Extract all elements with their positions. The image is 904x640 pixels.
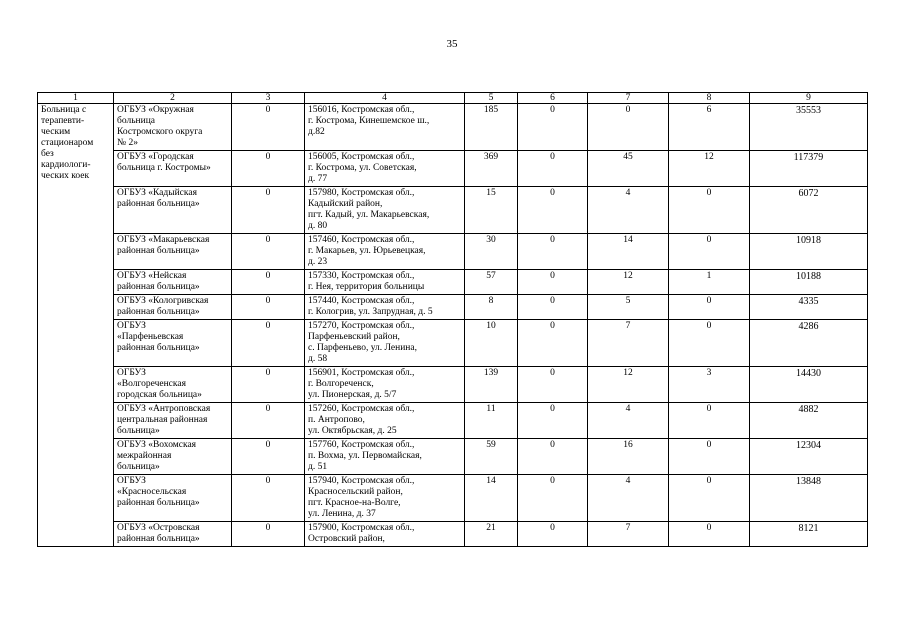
col7-value-cell: 5	[588, 295, 669, 320]
cell-line: г. Кострома, Кинешемское ш.,	[308, 116, 430, 126]
col7-value-cell: 7	[588, 522, 669, 547]
cell-line: больница	[117, 116, 155, 126]
cell-line: «Парфеньевская	[117, 332, 184, 342]
cell-line: ОГБУЗ «Кологривская	[117, 296, 209, 306]
col5-value-cell: 15	[465, 187, 518, 234]
cell-line: 157760, Костромская обл.,	[308, 440, 415, 450]
cell-line: ОГБУЗ «Городская	[117, 152, 194, 162]
cell-line: ул. Пионерская, д. 5/7	[308, 390, 397, 400]
cell-line: терапевти-	[41, 116, 85, 126]
col8-value-cell: 0	[669, 234, 750, 270]
col6-value-cell: 0	[518, 320, 588, 367]
cell-line: городская больница»	[117, 390, 202, 400]
cell-line: районная больница»	[117, 246, 200, 256]
cell-line: ОГБУЗ «Нейская	[117, 271, 187, 281]
col5-value-cell: 8	[465, 295, 518, 320]
col5-value-cell: 21	[465, 522, 518, 547]
col7-value-cell: 16	[588, 439, 669, 475]
column-header-8: 8	[669, 93, 750, 104]
cell-line: пгт. Красное-на-Волге,	[308, 498, 401, 508]
address-cell	[305, 187, 465, 234]
institution-name-cell	[114, 439, 232, 475]
cell-line: ОГБУЗ «Вохомская	[117, 440, 197, 450]
cell-line: 157980, Костромская обл.,	[308, 188, 415, 198]
col7-value-cell: 14	[588, 234, 669, 270]
table-row	[38, 187, 868, 234]
col8-value-cell: 0	[669, 439, 750, 475]
cell-line: 156016, Костромская обл.,	[308, 105, 415, 115]
page-number: 35	[446, 38, 458, 50]
table-row	[38, 234, 868, 270]
col7-value-cell: 4	[588, 403, 669, 439]
cell-line: Костромского округа	[117, 127, 203, 137]
col5-value-cell: 59	[465, 439, 518, 475]
cell-line: 156901, Костромская обл.,	[308, 368, 415, 378]
institution-name-cell	[114, 234, 232, 270]
cell-line: 157330, Костромская обл.,	[308, 271, 415, 281]
table-row	[38, 439, 868, 475]
col8-value-cell: 0	[669, 475, 750, 522]
col7-value-cell: 4	[588, 475, 669, 522]
cell-line: д. 77	[308, 174, 328, 184]
col9-value-cell: 8121	[750, 522, 868, 547]
address-cell	[305, 367, 465, 403]
col6-value-cell: 0	[518, 367, 588, 403]
address-cell	[305, 522, 465, 547]
col5-value-cell: 369	[465, 151, 518, 187]
col9-value-cell: 10918	[750, 234, 868, 270]
col8-value-cell: 0	[669, 403, 750, 439]
cell-line: 157260, Костромская обл.,	[308, 404, 415, 414]
cell-line: межрайонная	[117, 451, 172, 461]
institution-name-cell	[114, 270, 232, 295]
cell-line: Парфеньевский район,	[308, 332, 400, 342]
cell-line: ОГБУЗ	[117, 321, 146, 331]
col8-value-cell: 0	[669, 187, 750, 234]
address-cell	[305, 270, 465, 295]
institution-name-cell	[114, 367, 232, 403]
cell-line: пгт. Кадый, ул. Макарьевская,	[308, 210, 430, 220]
column-header-1: 1	[38, 93, 114, 104]
address-cell	[305, 475, 465, 522]
cell-line: ческим	[41, 127, 71, 137]
cell-line: г. Волгореченск,	[308, 379, 374, 389]
col9-value-cell: 13848	[750, 475, 868, 522]
column-header-7: 7	[588, 93, 669, 104]
cell-line: районная больница»	[117, 199, 200, 209]
cell-line: районная больница»	[117, 498, 200, 508]
cell-line: п. Антропово,	[308, 415, 365, 425]
address-cell	[305, 439, 465, 475]
table-row	[38, 320, 868, 367]
col6-value-cell: 0	[518, 439, 588, 475]
address-cell	[305, 104, 465, 151]
col9-value-cell: 4882	[750, 403, 868, 439]
header-row	[38, 93, 868, 104]
col9-value-cell: 35553	[750, 104, 868, 151]
cell-line: ОГБУЗ	[117, 476, 146, 486]
cell-line: д. 80	[308, 221, 328, 231]
institution-name-cell	[114, 475, 232, 522]
cell-line: 157460, Костромская обл.,	[308, 235, 415, 245]
cell-line: 157440, Костромская обл.,	[308, 296, 415, 306]
column-header-5: 5	[465, 93, 518, 104]
col3-value-cell: 0	[232, 439, 305, 475]
address-cell	[305, 151, 465, 187]
col3-value-cell: 0	[232, 104, 305, 151]
col8-value-cell: 6	[669, 104, 750, 151]
col9-value-cell: 4286	[750, 320, 868, 367]
institution-name-cell	[114, 403, 232, 439]
col6-value-cell: 0	[518, 522, 588, 547]
col5-value-cell: 10	[465, 320, 518, 367]
cell-line: г. Кострома, ул. Советская,	[308, 163, 417, 173]
cell-line: д.82	[308, 127, 325, 137]
cell-line: без	[41, 149, 54, 159]
cell-line: ОГБУЗ «Макарьевская	[117, 235, 210, 245]
col7-value-cell: 4	[588, 187, 669, 234]
column-header-3: 3	[232, 93, 305, 104]
col6-value-cell: 0	[518, 234, 588, 270]
cell-line: больница»	[117, 426, 160, 436]
cell-line: больница г. Костромы»	[117, 163, 211, 173]
cell-line: д. 23	[308, 257, 328, 267]
cell-line: ОГБУЗ «Островская	[117, 523, 200, 533]
col6-value-cell: 0	[518, 475, 588, 522]
col6-value-cell: 0	[518, 403, 588, 439]
table-header	[38, 93, 868, 104]
col8-value-cell: 0	[669, 295, 750, 320]
facility-type-cell	[38, 104, 114, 547]
cell-line: ОГБУЗ «Окружная	[117, 105, 194, 115]
cell-line: кардиологи-	[41, 160, 91, 170]
table-body	[38, 104, 868, 547]
cell-line: с. Парфеньево, ул. Ленина,	[308, 343, 417, 353]
cell-line: «Волгореченская	[117, 379, 186, 389]
cell-line: 156005, Костромская обл.,	[308, 152, 415, 162]
col9-value-cell: 12304	[750, 439, 868, 475]
cell-line: д. 58	[308, 354, 328, 364]
table-row	[38, 295, 868, 320]
institution-name-cell	[114, 187, 232, 234]
col7-value-cell: 0	[588, 104, 669, 151]
table-row	[38, 270, 868, 295]
address-cell	[305, 403, 465, 439]
cell-line: ческих коек	[41, 171, 90, 181]
col7-value-cell: 7	[588, 320, 669, 367]
col3-value-cell: 0	[232, 270, 305, 295]
table-row	[38, 367, 868, 403]
col5-value-cell: 185	[465, 104, 518, 151]
cell-line: Больница с	[41, 105, 87, 115]
col6-value-cell: 0	[518, 104, 588, 151]
col3-value-cell: 0	[232, 475, 305, 522]
cell-line: 157900, Костромская обл.,	[308, 523, 415, 533]
cell-line: районная больница»	[117, 307, 200, 317]
col9-value-cell: 10188	[750, 270, 868, 295]
col6-value-cell: 0	[518, 151, 588, 187]
cell-line: больница»	[117, 462, 160, 472]
hospital-table	[37, 92, 868, 547]
institution-name-cell	[114, 151, 232, 187]
col6-value-cell: 0	[518, 270, 588, 295]
col3-value-cell: 0	[232, 320, 305, 367]
cell-line: 157270, Костромская обл.,	[308, 321, 415, 331]
address-cell	[305, 320, 465, 367]
col8-value-cell: 12	[669, 151, 750, 187]
col9-value-cell: 6072	[750, 187, 868, 234]
cell-line: ОГБУЗ	[117, 368, 146, 378]
cell-line: центральная районная	[117, 415, 208, 425]
address-cell	[305, 234, 465, 270]
col5-value-cell: 14	[465, 475, 518, 522]
cell-line: г. Макарьев, ул. Юрьевецкая,	[308, 246, 426, 256]
cell-line: г. Кологрив, ул. Запрудная, д. 5	[308, 307, 433, 317]
cell-line: районная больница»	[117, 282, 200, 292]
col3-value-cell: 0	[232, 234, 305, 270]
cell-line: Кадыйский район,	[308, 199, 383, 209]
col7-value-cell: 12	[588, 367, 669, 403]
column-header-2: 2	[114, 93, 232, 104]
col8-value-cell: 0	[669, 320, 750, 367]
cell-line: ул. Ленина, д. 37	[308, 509, 376, 519]
table-row	[38, 475, 868, 522]
institution-name-cell	[114, 295, 232, 320]
table-row	[38, 403, 868, 439]
col5-value-cell: 57	[465, 270, 518, 295]
col5-value-cell: 11	[465, 403, 518, 439]
col3-value-cell: 0	[232, 403, 305, 439]
cell-line: Красносельский район,	[308, 487, 403, 497]
cell-line: г. Нея, территория больницы	[308, 282, 425, 292]
col3-value-cell: 0	[232, 151, 305, 187]
cell-line: Островский район,	[308, 534, 385, 544]
col6-value-cell: 0	[518, 295, 588, 320]
institution-name-cell	[114, 320, 232, 367]
cell-line: № 2»	[117, 138, 138, 148]
table-row	[38, 104, 868, 151]
col9-value-cell: 117379	[750, 151, 868, 187]
table-row	[38, 151, 868, 187]
col3-value-cell: 0	[232, 522, 305, 547]
col3-value-cell: 0	[232, 367, 305, 403]
institution-name-cell	[114, 104, 232, 151]
col5-value-cell: 139	[465, 367, 518, 403]
column-header-4: 4	[305, 93, 465, 104]
cell-line: д. 51	[308, 462, 328, 472]
col8-value-cell: 3	[669, 367, 750, 403]
col8-value-cell: 0	[669, 522, 750, 547]
cell-line: п. Вохма, ул. Первомайская,	[308, 451, 422, 461]
col3-value-cell: 0	[232, 295, 305, 320]
cell-line: ОГБУЗ «Антроповская	[117, 404, 211, 414]
cell-line: 157940, Костромская обл.,	[308, 476, 415, 486]
cell-line: ул. Октябрьская, д. 25	[308, 426, 397, 436]
column-header-6: 6	[518, 93, 588, 104]
col6-value-cell: 0	[518, 187, 588, 234]
institution-name-cell	[114, 522, 232, 547]
col3-value-cell: 0	[232, 187, 305, 234]
cell-line: ОГБУЗ «Кадыйская	[117, 188, 197, 198]
column-header-9: 9	[750, 93, 868, 104]
cell-line: районная больница»	[117, 343, 200, 353]
table-row	[38, 522, 868, 547]
cell-line: «Красносельская	[117, 487, 187, 497]
address-cell	[305, 295, 465, 320]
cell-line: районная больница»	[117, 534, 200, 544]
col7-value-cell: 45	[588, 151, 669, 187]
col9-value-cell: 14430	[750, 367, 868, 403]
col7-value-cell: 12	[588, 270, 669, 295]
col8-value-cell: 1	[669, 270, 750, 295]
cell-line: стационаром	[41, 138, 94, 148]
col9-value-cell: 4335	[750, 295, 868, 320]
col5-value-cell: 30	[465, 234, 518, 270]
